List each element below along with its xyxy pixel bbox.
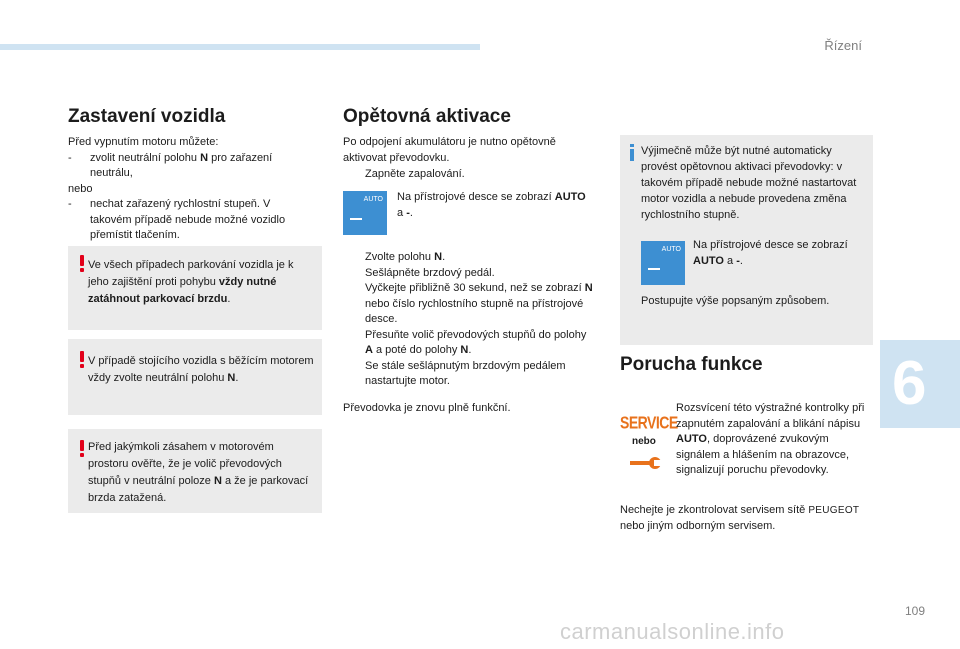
section-title-stopping: Zastavení vozidla [68,106,226,127]
list-item: Se stále sešlápnutým brzdovým pedálem nastartujte motor. [365,359,566,387]
info-text: Výjimečně může být nutné automaticky provést opětovnou aktivaci převodovky: v takovém případě nebude možné nastartovat motor vozidla a nebude provedena změna rychlostního stupně. [641,145,857,221]
warning-text: Před jakýmkoli zásahem v motorovém prostoru ověřte, že je volič převodových stupňů v neutrální poloze N a že je parkovací brzda zatažená. [88,441,309,504]
header-bar [0,44,480,50]
reactivation-intro: Po odpojení akumulátoru je nutno opětovně aktivovat převodovku. [343,136,556,164]
stopping-text [68,135,313,244]
watermark: carmanualsonline.info [560,619,785,644]
service-warning-icon: SERVICE [620,412,678,432]
warning-icon [80,351,84,367]
stopping-intro: Před vypnutím motoru můžete: [68,136,219,148]
warning-text: Ve všech případech parkování vozidla je k jeho zajištění proti pohybu vždy nutné zatáhnout parkovací brzdu. [88,259,294,305]
auto-display-icon: AUTO [641,241,685,285]
reactivation-outro: Převodovka je znovu plně funkční. [343,402,511,414]
service-text: Nechejte je zkontrolovat servisem sítě PEUGEOT nebo jiným odborným servisem. [620,504,860,532]
list-item: Přesuňte volič převodových stupňů do polohy A a poté do polohy N. [365,328,587,356]
list-item: - zvolit neutrální polohu N pro zařazení neutrálu, [68,151,273,179]
chapter-title: Řízení [824,38,862,53]
list-item: Sešlápněte brzdový pedál. [365,266,495,279]
or-text: nebo [68,182,93,195]
warning-box-engine [68,429,322,513]
display-text: Na přístrojové desce se zobrazí AUTO a -. [397,191,586,219]
section-title-reactivation: Opětovná aktivace [343,106,511,127]
auto-display-icon: AUTO [343,191,387,235]
or-label: nebo [632,436,656,447]
wrench-icon [628,455,662,476]
section-title-failure: Porucha funkce [620,354,763,375]
list-item: Zapněte zapalování. [365,168,465,180]
warning-box-parking [68,246,322,330]
warning-icon [80,440,84,456]
failure-text: Rozsvícení této výstražné kontrolky při zapnutém zapalování a blikání nápisu AUTO, doprovázené zvukovým signálem a hlášením na obrazovce, signalizují poruchu převodovky. [676,402,865,476]
warning-icon [80,255,84,271]
reactivation-steps [343,250,593,390]
display-text: Na přístrojové desce se zobrazí AUTO a -. [693,239,848,267]
info-box [620,135,873,345]
list-item: Vyčkejte přibližně 30 sekund, než se zobrazí N nebo číslo rychlostního stupně na přístrojové desce. [365,282,593,325]
proceed-text: Postupujte výše popsaným způsobem. [641,295,830,307]
warning-text: V případě stojícího vozidla s běžícím motorem vždy zvolte neutrální polohu N. [88,355,314,384]
page-number: 109 [905,604,926,618]
chapter-number-tab: 6 [880,340,960,428]
warning-box-running [68,339,322,415]
list-item: Zvolte polohu N. [365,251,446,263]
list-item: - nechat zařazený rychlostní stupeň. V takovém případě nebude možné vozidlo přemístit tlačením. [68,198,286,241]
